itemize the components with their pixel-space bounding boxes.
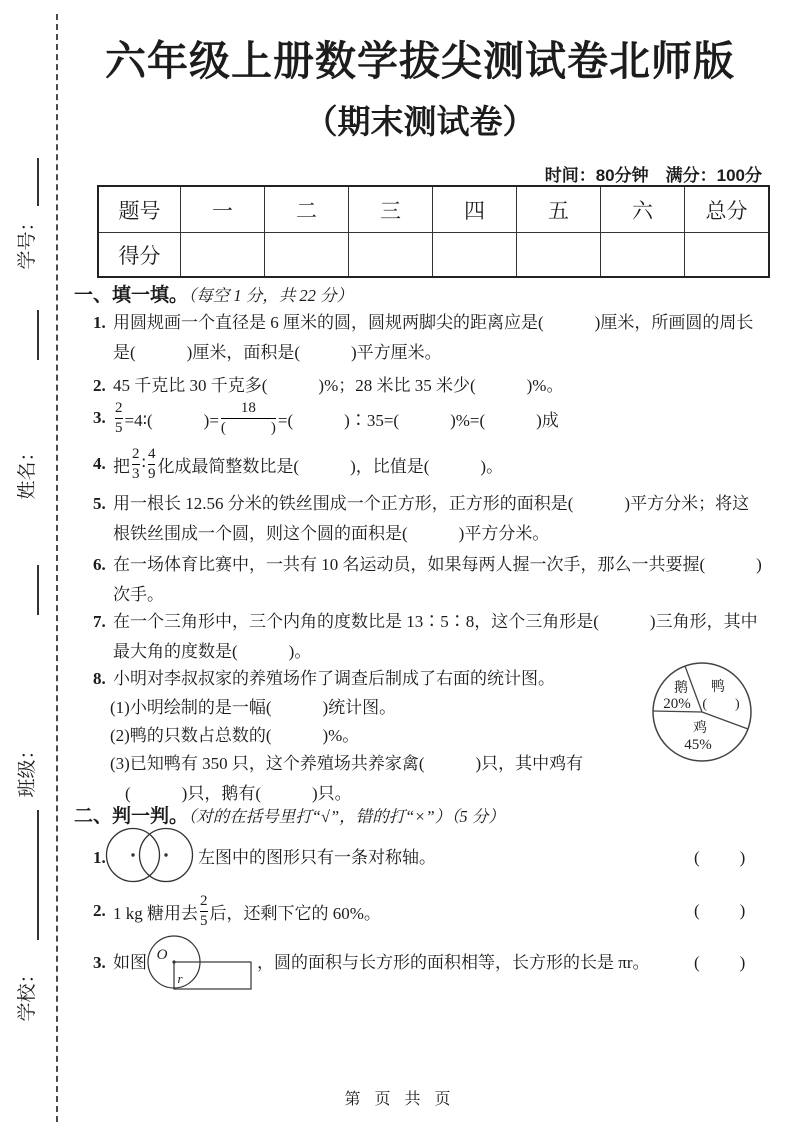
- page-subtitle: （期末测试卷）: [304, 103, 536, 140]
- judge-question-3: [93, 948, 147, 978]
- score-table: [97, 185, 770, 278]
- header-cell: 五: [517, 186, 601, 233]
- slice-value-chicken: 45%: [684, 737, 712, 753]
- student-name-field: 姓名：: [17, 442, 38, 500]
- section2-note: （对的在括号里打“√”，错的打“×”）（5 分）: [188, 807, 505, 826]
- class-field: 班级：: [17, 740, 38, 798]
- question-number: 7.: [93, 612, 106, 631]
- header-cell: 四: [433, 186, 517, 233]
- pie-divider: [702, 712, 748, 729]
- judge-question-2: [93, 890, 381, 932]
- question-text: 用圆规画一个直径是 6 厘米的圆，圆规两脚尖的距离应是( )厘米，所画圆的周长: [113, 313, 754, 332]
- answer-bracket: ( ): [694, 901, 748, 920]
- signature-line: [37, 810, 39, 940]
- question-text: 用一根长 12.56 分米的铁丝围成一个正方形，正方形的面积是( )平方分米；将这: [113, 494, 750, 513]
- question-5: [93, 489, 749, 549]
- fraction: $\frac{2}{5}$: [200, 892, 208, 929]
- score-cell-empty: [181, 233, 265, 278]
- question-text: 45 千克比 30 千克多( )%；28 米比 35 米少( )%。: [113, 376, 564, 395]
- center-dot: [172, 960, 175, 963]
- score-cell-empty: [433, 233, 517, 278]
- header-cell: 总分: [685, 186, 770, 233]
- question-text: 在一场体育比赛中，一共有 10 名运动员，如果每两人握一次手，那么一共要握( ): [113, 555, 762, 574]
- question-1: [93, 308, 753, 368]
- question-text: 后，还剩下它的 60%。: [209, 903, 381, 923]
- question-text: 次手。: [113, 585, 164, 604]
- answer-bracket: ( ): [694, 953, 748, 972]
- student-id-field: 学号：: [17, 212, 38, 270]
- fraction: $\frac{4}{9}$: [147, 445, 156, 482]
- score-cell-empty: [349, 233, 433, 278]
- fraction: $\frac{18}{( )}$: [220, 399, 276, 436]
- question-text: =( )∶35=( )%=( )成: [277, 410, 559, 430]
- binding-dashed-line: [56, 14, 58, 1122]
- question-text: =4∶( )=: [124, 410, 219, 430]
- question-text: 1 kg 糖用去: [113, 903, 198, 923]
- ratio-colon: ∶: [141, 454, 146, 473]
- judge-question-1-text: [198, 843, 436, 873]
- question-text: 左图中的图形只有一条对称轴。: [198, 848, 436, 867]
- question-text: (1)小明绘制的是一幅( )统计图。: [110, 698, 397, 717]
- question-8-sub2: [110, 721, 359, 751]
- question-8-sub1: [110, 693, 396, 723]
- signature-line: [37, 158, 39, 206]
- question-number: 3.: [93, 953, 106, 972]
- question-number: 3.: [93, 408, 106, 427]
- radius-label: r: [177, 971, 183, 986]
- question-number: 2.: [93, 901, 106, 920]
- signature-line: [37, 310, 39, 360]
- score-row-label: 得分: [98, 233, 181, 278]
- answer-bracket: ( ): [694, 848, 748, 867]
- question-number: 4.: [93, 454, 106, 473]
- fraction: $\frac{2}{3}$: [132, 445, 140, 482]
- left-center-dot: [131, 853, 134, 856]
- header-cell: 三: [349, 186, 433, 233]
- pie-chart-figure: [645, 656, 753, 771]
- section1-heading: [74, 280, 353, 307]
- section2-title: 二、判一判。: [74, 806, 189, 827]
- question-number: 1.: [93, 313, 106, 332]
- question-8-sub3: [110, 749, 583, 809]
- question-text: 如图: [113, 953, 147, 972]
- question-number: 8.: [93, 669, 106, 688]
- score-cell-empty: [685, 233, 770, 278]
- question-text: (2)鸭的只数占总数的( )%。: [110, 726, 360, 745]
- question-6: [93, 550, 762, 610]
- question-text: (3)已知鸭有 350 只，这个养殖场共养家禽( )只，其中鸡有: [110, 754, 584, 773]
- overlapping-circles-figure: [104, 826, 196, 889]
- question-text: 把: [113, 456, 130, 476]
- question-text: 小明对李叔叔家的养殖场作了调查后制成了右面的统计图。: [113, 669, 555, 688]
- question-number: 1.: [93, 848, 106, 867]
- header-cell: 题号: [98, 186, 181, 233]
- question-4: [93, 441, 503, 487]
- question-text: 在一个三角形中，三个内角的度数比是 13∶5∶8，这个三角形是( )三角形，其中: [113, 612, 758, 631]
- section2-heading: [74, 801, 505, 828]
- section1-title: 一、填一填。: [74, 285, 189, 306]
- score-table-score-row: [98, 233, 769, 278]
- score-table-header-row: [98, 186, 769, 233]
- header-cell: 二: [265, 186, 349, 233]
- header-cell: 一: [181, 186, 265, 233]
- question-text: ( )只，鹅有( )只。: [125, 784, 352, 803]
- question-text: 是( )厘米，面积是( )平方厘米。: [113, 343, 442, 362]
- page-footer: 第 页 共 页: [344, 1091, 456, 1108]
- slice-value-goose: 20%: [663, 696, 691, 712]
- question-text: 化成最简整数比是( )，比值是( )。: [157, 456, 504, 476]
- center-label: O: [156, 947, 168, 963]
- score-cell-empty: [265, 233, 349, 278]
- slice-value-duck-blank: ( ): [702, 697, 740, 712]
- header-cell: 六: [601, 186, 685, 233]
- score-cell-empty: [517, 233, 601, 278]
- question-text: ，圆的面积与长方形的面积相等，长方形的长是 πr。: [257, 953, 650, 972]
- signature-line: [37, 565, 39, 615]
- judge-question-3-text: [257, 948, 650, 978]
- question-text: 根铁丝围成一个圆，则这个圆的面积是( )平方分米。: [113, 524, 550, 543]
- question-number: 5.: [93, 494, 106, 513]
- question-number: 6.: [93, 555, 106, 574]
- section1-note: （每空 1 分，共 22 分）: [188, 286, 354, 305]
- slice-label-duck: 鸭: [711, 680, 725, 695]
- fraction: $\frac{2}{5}$: [115, 399, 123, 436]
- question-text: 最大角的度数是( )。: [113, 642, 312, 661]
- time-score-meta: 时间：80分钟 满分：100分: [544, 166, 762, 185]
- right-center-dot: [164, 853, 167, 856]
- school-field: 学校：: [17, 964, 38, 1022]
- score-cell-empty: [601, 233, 685, 278]
- circle-rectangle-figure: [145, 932, 257, 999]
- slice-label-chicken: 鸡: [693, 721, 707, 736]
- question-8: [93, 664, 555, 694]
- page-title: 六年级上册数学拔尖测试卷北师版: [105, 38, 735, 84]
- question-3: [93, 396, 559, 440]
- question-number: 2.: [93, 376, 106, 395]
- slice-label-goose: 鹅: [674, 681, 688, 696]
